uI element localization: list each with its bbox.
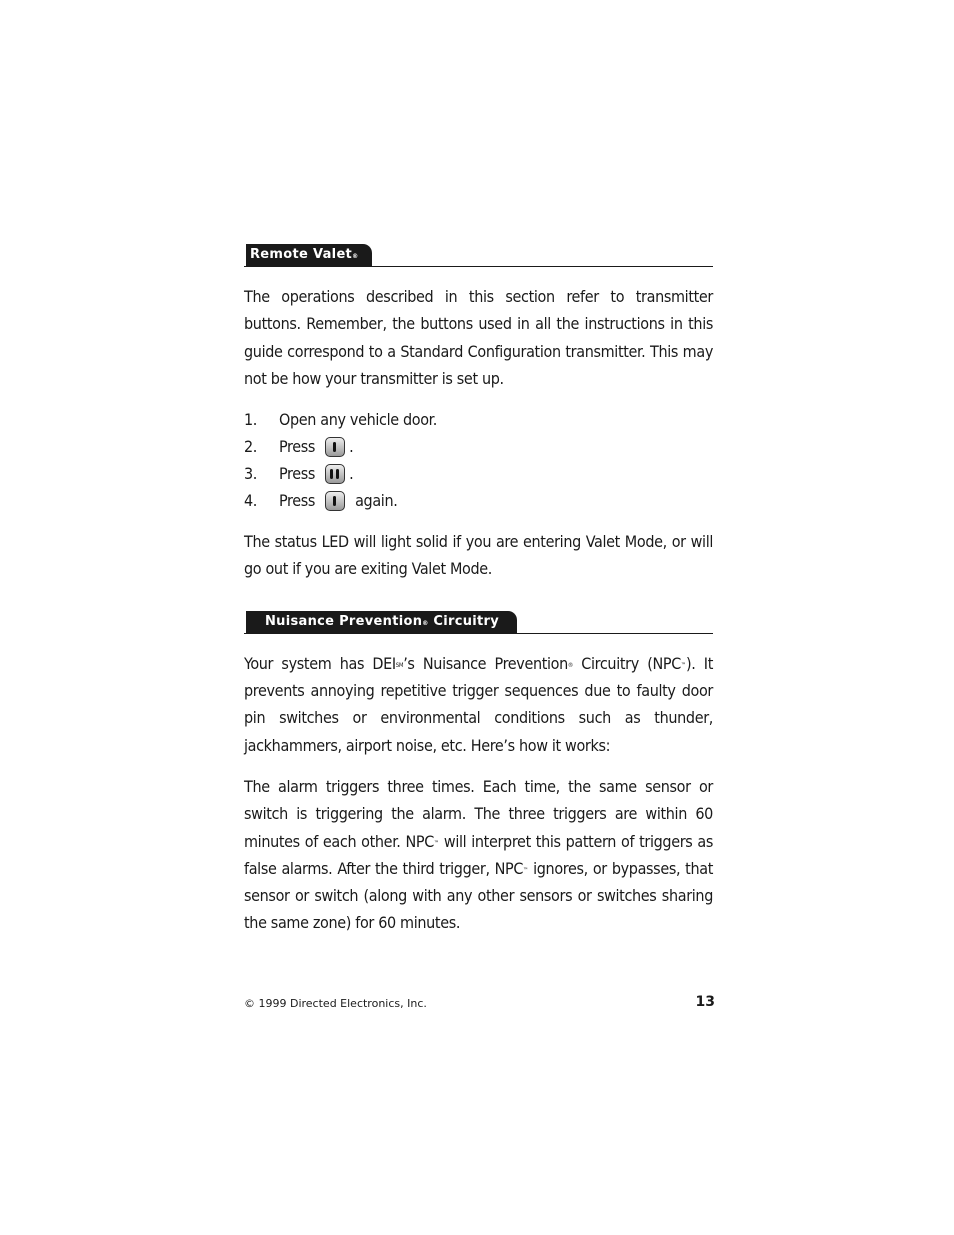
section-header-remote-valet [244, 244, 713, 267]
step-after: . [349, 464, 354, 484]
remote-valet-steps [244, 406, 713, 514]
registered-mark: ® [352, 253, 359, 260]
list-item [244, 460, 713, 487]
registered-mark: ® [567, 661, 573, 669]
text-run: Circuitry (NPC [572, 653, 681, 673]
npc-paragraph-1 [244, 650, 713, 759]
transmitter-button-one-icon [325, 437, 345, 457]
list-item [244, 487, 713, 514]
transmitter-button-one-icon [325, 491, 345, 511]
remote-valet-intro: The operations described in this section refer to transmitter buttons. Remember, the buttons used in all the instructions in this guide correspond to a Standard Configuration transmitter. This may not be how your transmitter is set up. [244, 287, 713, 388]
list-item [244, 433, 713, 460]
step-text: Press [279, 464, 316, 484]
step-text: Press [279, 491, 316, 511]
section-header-npc [244, 611, 713, 634]
page-number: 13 [695, 994, 715, 1010]
service-mark: SM [395, 661, 404, 669]
list-item [244, 406, 713, 433]
section-title-suffix: Circuitry [428, 613, 500, 629]
trademark: ™ [433, 839, 439, 847]
step-number: 2. [244, 437, 258, 457]
text-run: Your system has DEI [244, 653, 396, 673]
section-tab [246, 244, 372, 266]
text-run: ). It prevents annoying repetitive trigger sequences due to faulty door pin switches or environmental conditions such as thunder, jackhammers, airport noise, etc. Here’s how it works: [244, 653, 713, 755]
npc-paragraph-2 [244, 773, 713, 937]
trademark: ™ [523, 866, 529, 874]
step-text: Press [279, 437, 316, 457]
trademark: ™ [680, 661, 686, 669]
copyright-notice: © 1999 Directed Electronics, Inc. [244, 997, 427, 1010]
text-run: will interpret this pattern of triggers as false alarms. After the third trigger, NPC [244, 831, 713, 878]
step-number: 3. [244, 464, 258, 484]
text-run: The alarm triggers three times. Each time, the same sensor or switch is triggering the alarm. The three triggers are within 60 minutes of each other. NPC [244, 776, 713, 851]
step-number: 1. [244, 410, 258, 430]
page-content [244, 244, 713, 937]
text-run: ’s Nuisance Prevention [403, 653, 568, 673]
step-after: . [349, 437, 354, 457]
page-footer [244, 994, 715, 1014]
section-tab [246, 611, 517, 633]
remote-valet-outro: The status LED will light solid if you are entering Valet Mode, or will go out if you are exiting Valet Mode. [244, 532, 713, 579]
section-title: Remote Valet [250, 247, 353, 262]
registered-mark: ® [422, 619, 429, 627]
step-text: Open any vehicle door. [279, 410, 437, 430]
step-after: again. [355, 491, 398, 511]
section-title: Nuisance Prevention [265, 613, 423, 629]
transmitter-button-two-icon [325, 464, 345, 484]
text-run: ignores, or bypasses, that sensor or switch (along with any other sensors or switches sharing the same zone) for 60 minutes. [244, 858, 713, 933]
step-number: 4. [244, 491, 258, 511]
